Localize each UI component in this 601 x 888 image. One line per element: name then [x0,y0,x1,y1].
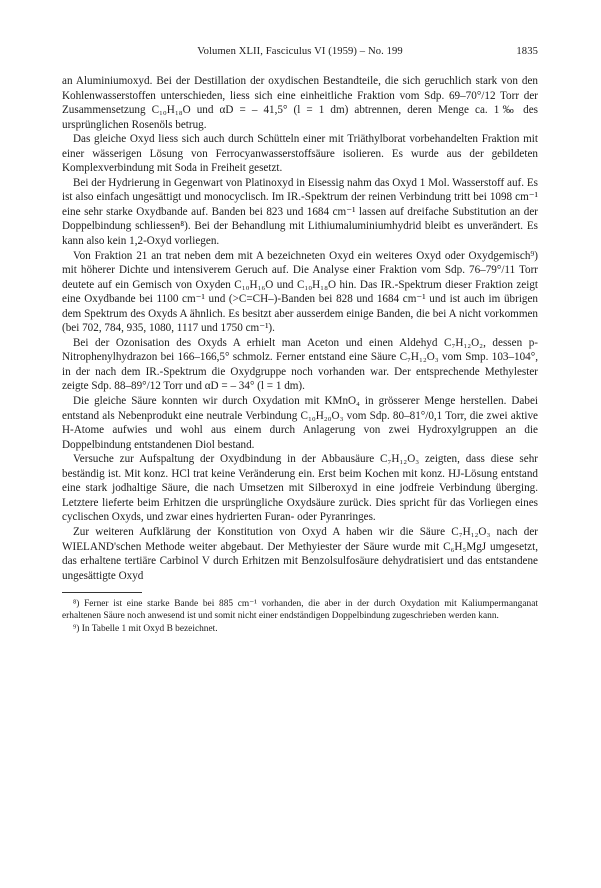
footnote: ⁹) In Tabelle 1 mit Oxyd B bezeichnet. [73,623,218,634]
page-number: 1835 [516,46,538,57]
page [62,46,538,635]
paragraph: an Aluminiumoxyd. Bei der Destillation der oxydischen Bestandteile, die sich geruchlich stark von den Kohlenwasserstoffen unterschieden, liess sich eine einheitliche Fraktion vom Sdp. 69–70°/12 Torr der Zusammensetzung C₁₀H₁₈O und αD = – 41,5° (l = 1 dm) abtrennen, deren Menge ca. 1‰ des ursprünglichen Rosenöls betrug. [62,75,538,131]
paragraph: Die gleiche Säure konnten wir durch Oxydation mit KMnO₄ in grösserer Menge herstellen. Dabei entstand als Nebenprodukt eine neutrale Verbindung C₁₀H₂₀O₃ vom Sdp. 80–81°/0,1 Torr, die zwei aktive H-Atome aufwies und wohl aus einem durch Anlagerung von zwei Hydroxylgruppen an die Doppelbindung entstandenen Diol bestand. [62,395,538,451]
journal-citation: Volumen XLII, Fasciculus VI (1959) – No. 199 [197,46,403,57]
footnote: ⁸) Ferner ist eine starke Bande bei 885 cm⁻¹ vorhanden, die aber in der durch Oxydation mit Kaliumpermanganat erhaltenen Säure noch anwesend ist und somit nicht einer endständigen Doppelbindung zugeschrieben werden kann. [62,599,538,622]
running-header [62,46,538,62]
footnotes [62,598,538,635]
paragraph: Bei der Ozonisation des Oxyds A erhielt man Aceton und einen Aldehyd C₇H₁₂O₂, dessen p-Nitrophenylhydrazon bei 166–166,5° schmolz. Ferner entstand eine Säure C₇H₁₂O₃ vom Smp. 103–104°, in der nach dem IR.-Spektrum die Oxydgruppe noch vorhanden war. Der entsprechende Methylester zeigte Sdp. 88–89°/12 Torr und αD = – 34° (l = 1 dm). [62,336,538,393]
footnote-divider [62,592,142,593]
paragraph: Das gleiche Oxyd liess sich auch durch Schütteln einer mit Triäthylborat vorbehandelten Fraktion mit einer wässerigen Lösung von Ferrocyanwasserstoffsäure isolieren. Es wurde aus der gebildeten Komplexverbindung mit Soda in Freiheit gesetzt. [62,133,538,175]
paragraph: Zur weiteren Aufklärung der Konstitution von Oxyd A haben wir die Säure C₇H₁₂O₃ nach der WIELAND'schen Methode weiter abgebaut. Der Methyiester der Säure wurde mit C₆H₅MgJ umgesetzt, das erhaltene tertiäre Carbinol V durch Erhitzen mit Benzolsulfosäure dehydratisiert und das entstandene ungesättigte Oxyd [62,525,538,582]
paragraph: Versuche zur Aufspaltung der Oxydbindung in der Abbausäure C₇H₁₂O₃ zeigten, dass diese sehr beständig ist. Mit konz. HCl trat keine Veränderung ein. Erst beim Kochen mit konz. HJ-Lösung entstand eine stark jodhaltige Säure, die nach Umsetzen mit Silberoxyd in eine jodfreie Verbindung überging. Letztere lieferte beim Erhitzen die ursprüngliche Oxydsäure zurück. Dies spricht für das Vorliegen eines cyclischen Oxyds, und zwar eines hydrierten Furan- oder Pyranringes. [62,453,538,524]
paragraph: Von Fraktion 21 an trat neben dem mit A bezeichneten Oxyd ein weiteres Oxyd oder Oxydgemisch⁹) mit höherer Dichte und intensiverem Geruch auf. Die Analyse einer Fraktion vom Sdp. 76–79°/11 Torr deutete auf ein Gemisch von Oxyden C₁₀H₁₆O und C₁₀H₁₈O hin. Das IR.-Spektrum dieser Fraktion zeigt eine Oxydbande bei 1100 cm⁻¹ und (>C=CH–)-Banden bei 828 und 1684 cm⁻¹ und ist auch im übrigen dem Spektrum des Oxyds A ähnlich. Es besitzt aber ausserdem einige Banden, die bei A nicht vorkommen (bei 702, 784, 935, 1080, 1117 und 1750 cm⁻¹). [62,249,538,335]
body-text [62,74,538,583]
paragraph: Bei der Hydrierung in Gegenwart von Platinoxyd in Eisessig nahm das Oxyd 1 Mol. Wasserstoff auf. Es ist also einfach ungesättigt und monocyclisch. Im IR.-Spektrum der reinen Verbindung tritt bei 1098 cm⁻¹ eine sehr starke Oxydbande auf. Banden bei 823 und 1684 cm⁻¹ lassen auf dreifache Substitution an der Doppelbindung schliessen⁸). Bei der Behandlung mit Lithiumaluminiumhydrid bleibt es unverändert. Es kann also kein 1,2-Oxyd vorliegen. [62,176,538,248]
